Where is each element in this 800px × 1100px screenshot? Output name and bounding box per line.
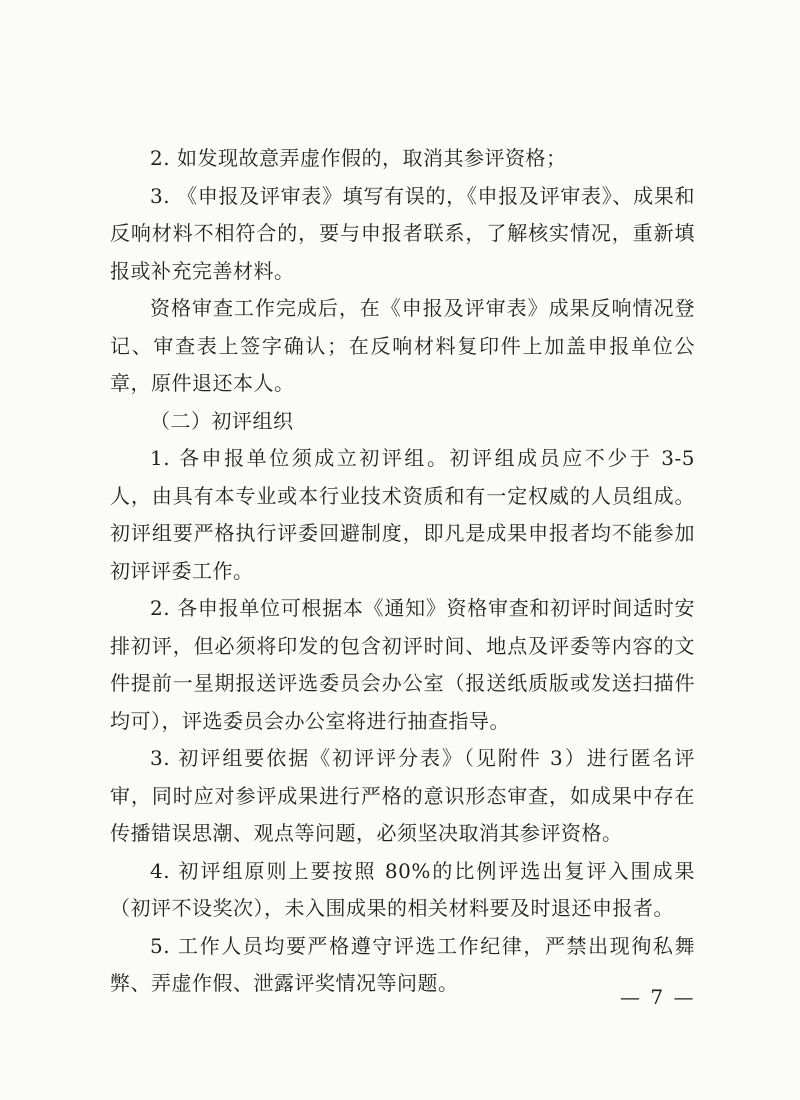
paragraph-qualification-review: 资格审查工作完成后，在《申报及评审表》成果反响情况登记、审查表上签字确认；在反响材料复印件上加盖申报单位公章，原件退还本人。 [110,296,695,395]
paragraph-item-3: 3. 《申报及评审表》填写有误的，《申报及评审表》、成果和反响材料不相符合的，要与申报者联系，了解核实情况，重新填报或补充完善材料。 [110,183,695,283]
paragraph-preliminary-3: 3. 初评组要依据《初评评分表》（见附件 3）进行匿名评审，同时应对参评成果进行严格的意识形态审查，如成果中存在传播错误思潮、观点等问题，必须坚决取消其参评资格。 [110,746,695,845]
section-heading-preliminary-review: （二）初评组织 [150,408,294,433]
paragraph-preliminary-4: 4. 初评组原则上要按照 80%的比例评选出复评入围成果（初评不设奖次），未入围成果的相关材料要及时退还申报者。 [110,858,695,920]
paragraph-preliminary-5: 5. 工作人员均要严格遵守评选工作纪律，严禁出现徇私舞弊、弄虚作假、泄露评奖情况等问题。 [110,933,695,995]
paragraph-item-2: 2. 如发现故意弄虚作假的，取消其参评资格； [150,146,567,170]
page-number: — 7 — [620,985,696,1009]
paragraph-preliminary-2: 2. 各申报单位可根据本《通知》资格审查和初评时间适时安排初评，但必须将印发的包含初评时间、地点及评委等内容的文件提前一星期报送评选委员会办公室（报送纸质版或发送扫描件均可），评选委员会办公室将进行抽查指导。 [110,596,695,733]
paragraph-preliminary-1: 1. 各申报单位须成立初评组。初评组成员应不少于 3-5 人，由具有本专业或本行业技术资质和有一定权威的人员组成。初评组要严格执行评委回避制度，即凡是成果申报者均不能参加初评评委工作。 [110,446,695,583]
document-body [110,140,695,1003]
